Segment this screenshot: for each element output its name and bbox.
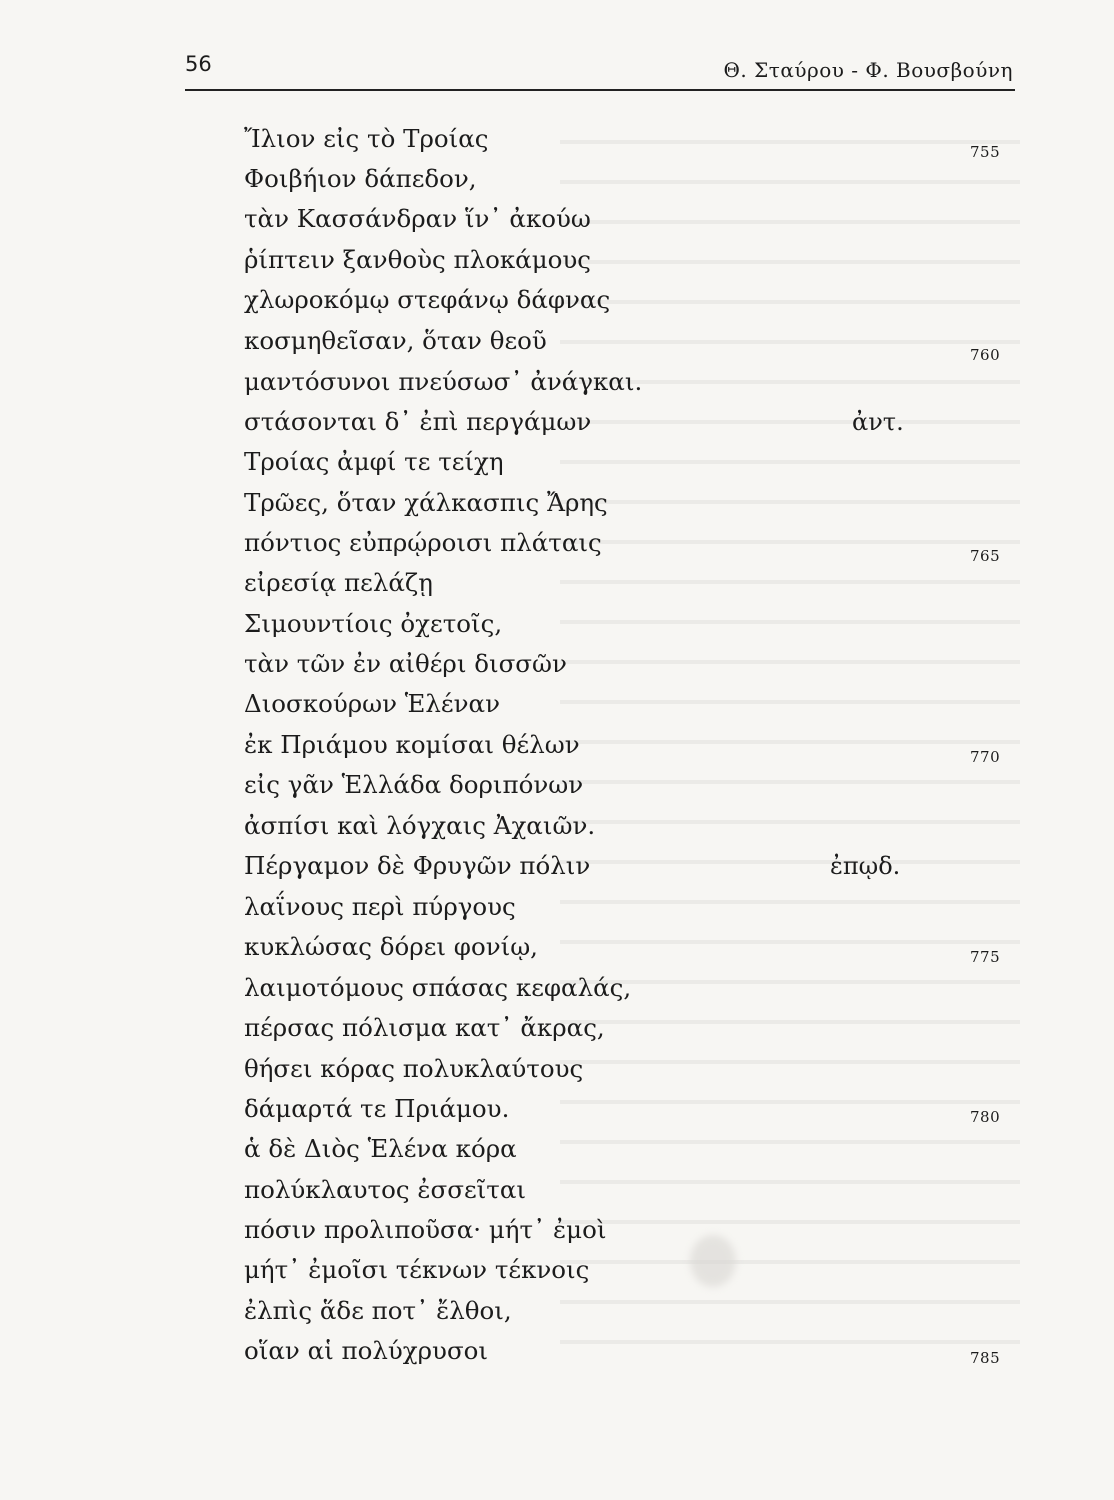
line-number: 785 [970, 1349, 1001, 1367]
verse-line: τὰν τῶν ἐν αἰθέρι δισσῶν [244, 649, 567, 678]
verse-line: στάσονται δ᾽ ἐπὶ περγάμων [244, 407, 592, 436]
verse-line: μήτ᾽ ἐμοῖσι τέκνων τέκνοις [244, 1255, 590, 1284]
verse-line: ἐλπὶς ἅδε ποτ᾽ ἔλθοι, [244, 1296, 512, 1325]
line-number: 775 [970, 948, 1001, 966]
antistrophe-label: ἀντ. [852, 408, 904, 436]
line-number: 770 [970, 748, 1001, 766]
verse-line: λαΐνους περὶ πύργους [244, 892, 516, 921]
verse-line: Φοιβήιον δάπεδον, [244, 164, 477, 193]
verse-line: ἀσπίσι καὶ λόγχαις Ἀχαιῶν. [244, 811, 596, 840]
verse-line: ῥίπτειν ξανθοὺς πλοκάμους [244, 245, 592, 274]
line-number: 765 [970, 547, 1001, 565]
verse-line: Σιμουντίοις ὀχετοῖς, [244, 609, 503, 638]
page-number: 56 [185, 52, 212, 76]
verse-line: χλωροκόμῳ στεφάνῳ δάφνας [244, 285, 611, 314]
page-header [185, 52, 1013, 88]
verse-line: μαντόσυνοι πνεύσωσ᾽ ἀνάγκαι. [244, 367, 643, 396]
header-rule [185, 89, 1015, 91]
verse-line: τὰν Κασσάνδραν ἵν᾽ ἀκούω [244, 204, 591, 233]
verse-line: πολύκλαυτος ἐσσεῖται [244, 1175, 526, 1204]
verse-line: λαιμοτόμους σπάσας κεφαλάς, [244, 973, 632, 1002]
verse-line: εἰρεσίᾳ πελάζῃ [244, 568, 433, 597]
epode-label: ἐπῳδ. [830, 852, 901, 880]
verse-line: ἐκ Πριάμου κομίσαι θέλων [244, 730, 580, 759]
verse-line: Ἴλιον εἰς τὸ Τροίας [244, 124, 489, 153]
verse-line: Τρῶες, ὅταν χάλκασπις Ἄρης [244, 488, 608, 517]
verse-line: θήσει κόρας πολυκλαύτους [244, 1054, 584, 1083]
verse-line: πόσιν προλιποῦσα· μήτ᾽ ἐμοὶ [244, 1215, 607, 1244]
show-through-texture [560, 118, 1020, 1378]
verse-line: πέρσας πόλισμα κατ᾽ ἄκρας, [244, 1013, 605, 1042]
verse-line: ἁ δὲ Διὸς Ἑλένα κόρα [244, 1134, 517, 1163]
verse-line: Πέργαμον δὲ Φρυγῶν πόλιν [244, 851, 591, 880]
paper-stain [690, 1235, 736, 1287]
verse-line: κοσμηθεῖσαν, ὅταν θεοῦ [244, 326, 547, 355]
verse-line: δάμαρτά τε Πριάμου. [244, 1094, 510, 1123]
line-number: 780 [970, 1108, 1001, 1126]
verse-line: Τροίας ἀμφί τε τείχη [244, 447, 504, 476]
verse-line: πόντιος εὐπρῴροισι πλάταις [244, 528, 602, 557]
line-number: 755 [970, 143, 1001, 161]
line-number: 760 [970, 346, 1001, 364]
verse-line: εἰς γᾶν Ἑλλάδα δοριπόνων [244, 770, 584, 799]
running-head: Θ. Σταύρου - Φ. Βουσβούνη [723, 58, 1013, 82]
verse-line: οἵαν αἱ πολύχρυσοι [244, 1336, 489, 1365]
verse-line: Διοσκούρων Ἑλέναν [244, 689, 500, 718]
verse-line: κυκλώσας δόρει φονίῳ, [244, 932, 538, 961]
